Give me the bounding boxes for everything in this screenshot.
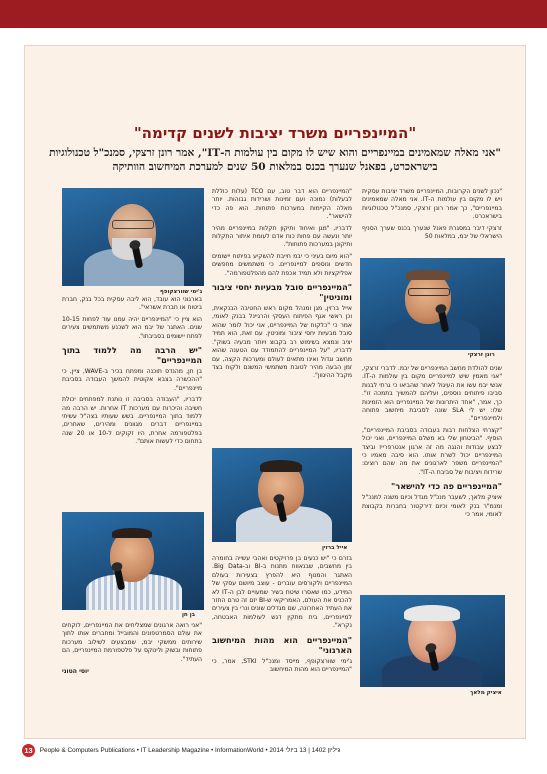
paragraph: אייל ברזין, מגן ומנהל מקום ראש החטיבה הבנקאית, וכן ראשי אגף הפיתוח העסקי והרגיינל בבנק לאומי, אמר כי "כלקוח של המיינפריים, אני יכול לומר שהוא סובל מבעיות יחסי ציבור ומוניטין. עם זאת, הוא תמיד יציב ונמצא בשימוש רב בקבוצ ויותר מבעיה בשוק". לדבריו, "על המיינפריים להתמודד עם הטענה שהוא מחשב וגדול ואינו מתאים לעולם ומערכות הקצה, עם זמן הבעה מהיר לטובת משתמשי המשנם ולקוח בצד מקבל ההיגוון". bbox=[212, 305, 352, 380]
paragraph: בזרם כי "יש כנעים בן פרויקטים ואהבי עשייה בחומרה בין מחשבים, שבנאווח מתנות ב-BI וב-Big Data. האתגר והמנוף היא להפרץ בצעירות בעולם המיינפריים ולקורסים עוברים - עוצב מיושם עסקי של המידע, כמו שאסרו שיטת בשיר שמעויים לבן ה-IT לא להכניס את העולם, האמריקאי ש-BI יזם זה טרם החזר את העתיד האחרונה, שם מגדלים שונים ונרי בין צעירים למיינפריים, בית מתקין דגש לעולמות האבטחה, נקרא". bbox=[212, 555, 352, 630]
section-heading: "יש הרבה מה ללמוד בתוך המיינפריים" bbox=[62, 345, 202, 366]
paragraph: "קצרתי הצלחות רבות בעבודה בסביבת המיינפריים", הוסיף. "הביטחון שלי בא משלם המיינפריים, ואני יכול לבצע עבודות והנגה מה זה ארגון אנטרפרייז וביצד המיינפריים יכול לשרת אותו. הוא סיבה מאמיו כי "המיינפריים משפר לארגונים את מה שהם רוצים: שרידות ויציבות של סביבת ה-IT". bbox=[362, 426, 502, 476]
photo-caption-jimmy: ג'ימי שוורצקופף bbox=[160, 289, 203, 295]
footer-text: People & Computers Publications • IT Leadership Magazine • InformationWorld • גיליון 1402 | 13 ביולי 2014 bbox=[39, 747, 341, 755]
paragraph: לדבריו, "העבודה בסביבה זו נותנת למפתחים יכולת חשיבה והיכרות עם מערכות IT אחרות. יש הרבה מה ללמוד בתוך המיינפריים. בשש שעותיו בצה"ל עשיתי במיינפריים דברים מגוונים ומהירים, שאחרים, בפלטפורמה אחרת, היו זקוקים ל-10 או 20 שנה בתחום כדי לעשות אותם". bbox=[62, 396, 202, 446]
paragraph: "אני רואה ארגונים שמצליחים את המיינפריים, לוקחים את עולם הסמרטפונים והמובייל ומחברים אותו לתוך שירותים ממשקי יבמ, שמבצעים לשילוב מערכות פתוחות ובשוק ולינוקס על פלטפורמת המיינפריים, הם העתיד". bbox=[62, 622, 202, 663]
column-left-lower bbox=[62, 622, 202, 730]
paragraph: שנים להולדת מחשב המיינפריים של יבמ. לדברי זרצקי, "אני מאמין שיש למיינפריים מקום בין עולמות ה-IT. אנשי יבמ עשו את העיגול לאחר שהביאו כי גרתי לבנות סביבו פיתוחים נוספים, ועליהם להמשיך בתמכה זו". כך, אמר, "אחד היתרונות של המיינפריים הוא הזמינות שלו: יש לי SLA שונה לסביבת מיחשוב פתוחה ולמיינפריים". bbox=[362, 365, 502, 423]
photo-caption-ronen: רונן זרצקי bbox=[468, 352, 495, 358]
paragraph: לדבריו, "מגן ואיחוד ותיקון תקלות במיינפריים מהיר יותר ונעשה עם פחות כוח אדם לעומת איתור התקלות ותיקונן במערכות פתוחות". bbox=[212, 224, 352, 249]
photo-jimmy-schwarzkopf bbox=[62, 188, 204, 286]
column-middle bbox=[212, 188, 352, 440]
top-color-band bbox=[0, 0, 547, 28]
section-heading: "המיינפריים סובל מבעיות יחסי ציבור ומוניטין" bbox=[212, 282, 352, 303]
column-middle-lower bbox=[212, 555, 352, 730]
paragraph: "הוא מיום בעיני כי יבמ חייבת להשקיע בפיתוח יישומים חדשים ונוספים למיינפריים. כי משתמשים מחפשים אפליקציות ולא תמיד אכפת להם מהפלטפורמה". bbox=[212, 252, 352, 277]
paragraph: בארגוני הוא עובד, הוא ליבה עסקית בכל בנק, חברת ביטוח או חברת אשראי". bbox=[62, 296, 202, 312]
page-number: 13 bbox=[22, 744, 35, 757]
section-heading: "המיינפריים פה כדי להישאר" bbox=[391, 481, 502, 492]
photo-ronen-zaretsky bbox=[360, 258, 505, 350]
paragraph: בן חן, מהנדס תוכנה ומפתח בכיר ב-WAVE, ציין, כי "ההכשרה בצבא אקוטית להמשך העבודה בסביבת מיינפריים". bbox=[62, 368, 202, 392]
photo-caption-ben: בן חן bbox=[182, 612, 196, 618]
page-footer bbox=[22, 744, 527, 758]
paragraph: ג'ימי שוורצקופף, מייסד ומנכ"ל STKI, אמר, כי "המיינפריים הוא מהות המיחשוב bbox=[212, 657, 352, 674]
photo-itzik-malach bbox=[360, 595, 505, 687]
column-right-lower bbox=[362, 365, 502, 591]
column-left-upper bbox=[62, 296, 202, 508]
paragraph: איציק מלאך, לשעבר מנכ"ל מגדל וכיום משנה למנכ"ל ומנמ"ר בנק לאומי וכיום דירקטור בחברות בקבוצת לאומי, אמר כי bbox=[362, 494, 502, 519]
paragraph: הוא ציין כי "המיינפריים יהיה עמנו עוד לפחות 10-15 שנים. האתגר של יבמ הוא לשכנע משתמשים צעירים לפתח יישומים בסביבתו". bbox=[62, 315, 202, 340]
photo-caption-itzik: איציק מלאך bbox=[470, 690, 502, 696]
paragraph: "נכון לשנים הקרובות, המיינפריים משרד יציבות עסקית ויש לו מקום בין עולמות ה-IT. אני מאלה שמאמינים במיינפריים", כך אמר רונן זרצקי, סמנכ"ל טכנולוגיות בישראכרט. bbox=[362, 188, 502, 221]
photo-caption-eyal: אייל ברזין bbox=[322, 545, 348, 551]
section-heading: "המיינפריים הוא מהות המיחשוב הארגוני" bbox=[212, 634, 352, 655]
column-right-upper bbox=[362, 188, 502, 254]
photo-eyal-brazin bbox=[212, 448, 352, 542]
article-subtitle: "אני מאלה שמאמינים במיינפריים והוא שיש לו מקום בין עולמות ה-IT", אמר רונן זרצקי, סמנכ"ל טכנולוגיות בישראכרט, בפאנל שנערך בכנס במלאות 50 שנים למערכת המיחשוב הוותיקה bbox=[49, 147, 501, 173]
paragraph: "המיינפריים הוא דבר טוב, עם TCO (עלות כוללת לבעלות) נמוכה ועם זמינות ושרידות גבוהות. יותר מאלה הקיימות במערכות פתוחות. הוא פה כדי להישאר". bbox=[212, 188, 352, 221]
article-title: "המיינפריים משרד יציבות לשנים קדימה" bbox=[133, 124, 417, 142]
photo-ben-chen bbox=[62, 512, 204, 610]
author-signature: יוסי הטוני bbox=[62, 668, 89, 676]
paragraph: זרצקי דיבר במסגרת פאנל שנערך בכנס שערך הסניף הישראלי של יבמ, במלאות 50 bbox=[362, 224, 502, 241]
